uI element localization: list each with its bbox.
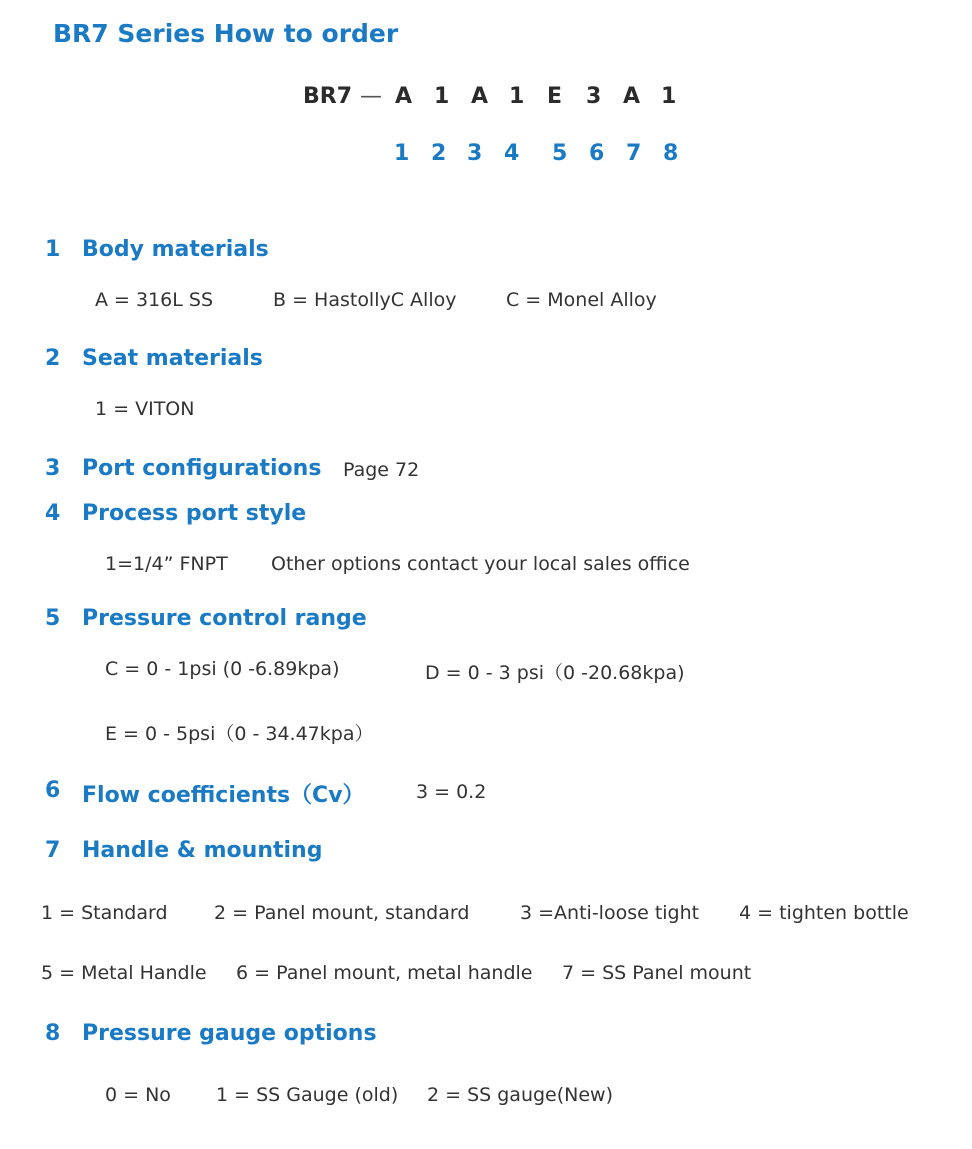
option-text: 6 = Panel mount, metal handle <box>236 962 533 984</box>
section-number: 1 <box>45 237 61 262</box>
section-inline-value: 3 = 0.2 <box>416 781 487 803</box>
section-number: 4 <box>45 501 61 526</box>
section-number: 6 <box>45 778 61 803</box>
section-inline-value: Page 72 <box>343 459 420 481</box>
model-code-letter: 1 <box>661 84 677 109</box>
section-title: Pressure gauge options <box>82 1021 377 1046</box>
page-title: BR7 Series How to order <box>53 19 399 48</box>
position-number: 5 <box>552 141 568 166</box>
model-dash: — <box>360 84 382 109</box>
option-text: 7 = SS Panel mount <box>562 962 752 984</box>
position-number: 1 <box>394 141 410 166</box>
model-prefix: BR7 <box>303 84 353 109</box>
position-number: 3 <box>467 141 483 166</box>
section-title: Body materials <box>82 237 269 262</box>
option-text: 0 = No <box>105 1084 171 1106</box>
model-code-letter: A <box>623 84 641 109</box>
section-title: Flow coefficients（Cv） <box>82 783 365 808</box>
model-code-letter: 3 <box>586 84 602 109</box>
section-number: 5 <box>45 606 61 631</box>
section-number: 7 <box>45 838 61 863</box>
option-text: 3 =Anti-loose tight <box>520 902 700 924</box>
position-number: 4 <box>504 141 520 166</box>
section-title: Process port style <box>82 501 307 526</box>
section-title: Pressure control range <box>82 606 367 631</box>
model-code-letter: E <box>547 84 563 109</box>
position-number: 8 <box>663 141 679 166</box>
option-text: C = 0 - 1psi (0 -6.89kpa) <box>105 658 340 680</box>
section-title: Port configurations <box>82 456 322 481</box>
position-number: 6 <box>589 141 605 166</box>
model-code-letter: 1 <box>509 84 525 109</box>
option-text: C = Monel Alloy <box>506 289 657 311</box>
option-text: Other options contact your local sales office <box>271 553 690 575</box>
model-code-letter: A <box>395 84 413 109</box>
option-text: 2 = SS gauge(New) <box>427 1084 614 1106</box>
option-text: B = HastollyC Alloy <box>273 289 457 311</box>
option-text: E = 0 - 5psi（0 - 34.47kpa） <box>105 723 374 745</box>
option-text: 1 = SS Gauge (old) <box>216 1084 399 1106</box>
option-text: 1 = Standard <box>41 902 168 924</box>
model-code-letter: A <box>471 84 489 109</box>
section-title: Handle & mounting <box>82 838 323 863</box>
option-text: 2 = Panel mount, standard <box>214 902 470 924</box>
section-number: 2 <box>45 346 61 371</box>
option-text: D = 0 - 3 psi（0 -20.68kpa) <box>425 662 685 684</box>
option-text: 5 = Metal Handle <box>41 962 207 984</box>
section-title: Seat materials <box>82 346 263 371</box>
option-text: 1=1/4” FNPT <box>105 553 228 575</box>
position-number: 7 <box>626 141 642 166</box>
section-number: 3 <box>45 456 61 481</box>
option-text: A = 316L SS <box>95 289 214 311</box>
option-text: 1 = VITON <box>95 398 195 420</box>
option-text: 4 = tighten bottle <box>739 902 909 924</box>
section-number: 8 <box>45 1021 61 1046</box>
model-code-letter: 1 <box>434 84 450 109</box>
position-number: 2 <box>431 141 447 166</box>
